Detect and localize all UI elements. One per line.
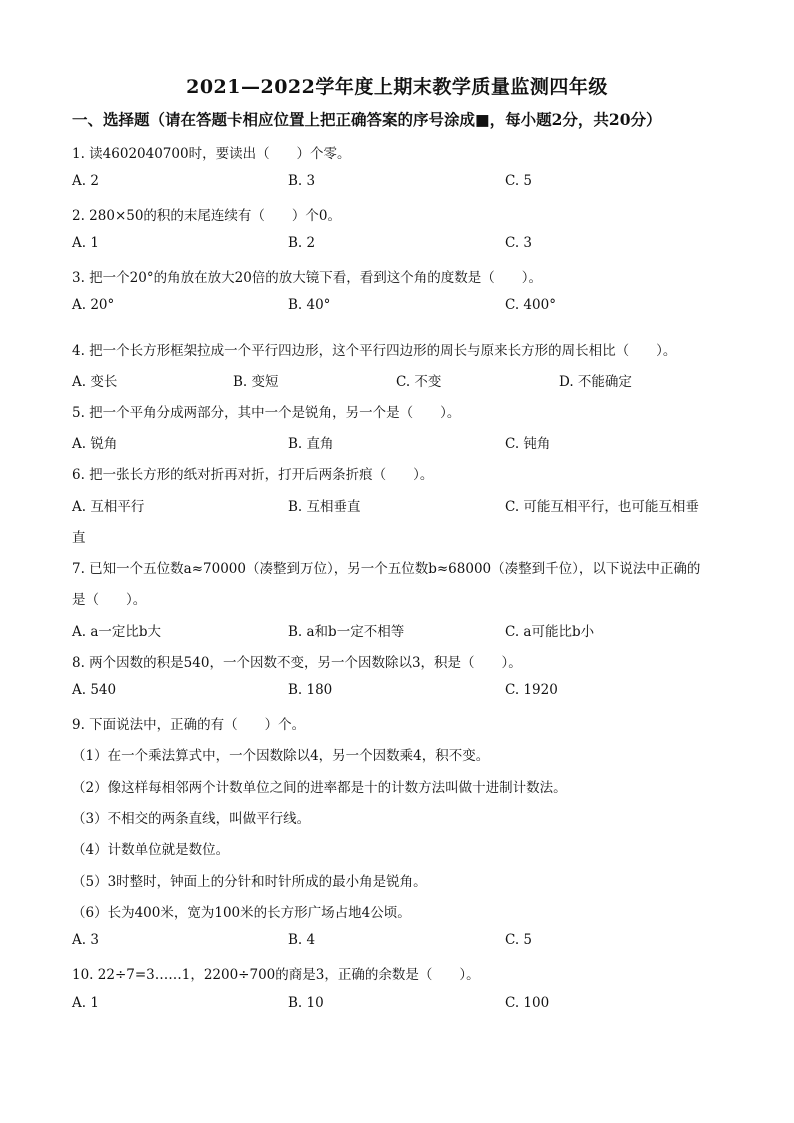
question-10-option-b[interactable]: B. 10 bbox=[288, 995, 324, 1011]
question-9-option-a[interactable]: A. 3 bbox=[72, 932, 99, 948]
question-2-stem: 2. 280×50的积的末尾连续有（ ）个0。 bbox=[72, 208, 342, 224]
question-8-stem: 8. 两个因数的积是540，一个因数不变，另一个因数除以3，积是（ ）。 bbox=[72, 655, 522, 671]
question-8-option-b[interactable]: B. 180 bbox=[288, 682, 333, 698]
question-6-option-b[interactable]: B. 互相垂直 bbox=[288, 499, 361, 515]
question-7-option-a[interactable]: A. a一定比b大 bbox=[72, 624, 162, 640]
question-7-stem: 7. 已知一个五位数a≈70000（凑整到万位），另一个五位数b≈68000（凑整到千位），以下说法中正确的 bbox=[72, 561, 701, 577]
question-9-statement-2: （2）像这样每相邻两个计数单位之间的进率都是十的计数方法叫做十进制计数法。 bbox=[72, 780, 567, 796]
question-5-option-b[interactable]: B. 直角 bbox=[288, 436, 334, 452]
question-9-option-c[interactable]: C. 5 bbox=[505, 932, 533, 948]
question-9-statement-4: （4）计数单位就是数位。 bbox=[72, 842, 230, 858]
exam-title: 2021—2022学年度上期末教学质量监测四年级 bbox=[186, 76, 608, 98]
section-heading: 一、选择题（请在答题卡相应位置上把正确答案的序号涂成■，每小题2分，共20分） bbox=[72, 110, 662, 129]
question-1-option-c[interactable]: C. 5 bbox=[505, 173, 533, 189]
question-9-statement-6: （6）长为400米，宽为100米的长方形广场占地4公顷。 bbox=[72, 905, 411, 921]
question-8-option-a[interactable]: A. 540 bbox=[72, 682, 117, 698]
question-3-option-a[interactable]: A. 20° bbox=[72, 297, 115, 313]
question-4-option-a[interactable]: A. 变长 bbox=[72, 374, 118, 390]
question-2-option-b[interactable]: B. 2 bbox=[288, 235, 316, 251]
question-1-stem: 1. 读4602040700时，要读出（ ）个零。 bbox=[72, 146, 351, 162]
question-4-stem: 4. 把一个长方形框架拉成一个平行四边形，这个平行四边形的周长与原来长方形的周长相比（ ）。 bbox=[72, 343, 677, 359]
question-6-option-a[interactable]: A. 互相平行 bbox=[72, 499, 145, 515]
question-5-option-c[interactable]: C. 钝角 bbox=[505, 436, 551, 452]
question-9-statement-5: （5）3时整时，钟面上的分针和时针所成的最小角是锐角。 bbox=[72, 874, 427, 890]
question-9-statement-1: （1）在一个乘法算式中，一个因数除以4，另一个因数乘4，积不变。 bbox=[72, 748, 490, 764]
question-7-stem-cont: 是（ ）。 bbox=[72, 592, 147, 608]
question-5-option-a[interactable]: A. 锐角 bbox=[72, 436, 118, 452]
question-4-option-b[interactable]: B. 变短 bbox=[233, 374, 279, 390]
question-3-stem: 3. 把一个20°的角放在放大20倍的放大镜下看，看到这个角的度数是（ ）。 bbox=[72, 270, 543, 286]
question-7-option-c[interactable]: C. a可能比b小 bbox=[505, 624, 595, 640]
question-9-stem: 9. 下面说法中，正确的有（ ）个。 bbox=[72, 717, 306, 733]
question-4-option-d[interactable]: D. 不能确定 bbox=[559, 374, 632, 390]
question-3-option-b[interactable]: B. 40° bbox=[288, 297, 331, 313]
question-3-option-c[interactable]: C. 400° bbox=[505, 297, 556, 313]
question-2-option-c[interactable]: C. 3 bbox=[505, 235, 533, 251]
question-6-option-c-wrap: 直 bbox=[72, 530, 86, 546]
question-1-option-a[interactable]: A. 2 bbox=[72, 173, 99, 189]
question-1-option-b[interactable]: B. 3 bbox=[288, 173, 316, 189]
question-8-option-c[interactable]: C. 1920 bbox=[505, 682, 558, 698]
question-4-option-c[interactable]: C. 不变 bbox=[396, 374, 442, 390]
question-10-option-a[interactable]: A. 1 bbox=[72, 995, 99, 1011]
question-2-option-a[interactable]: A. 1 bbox=[72, 235, 99, 251]
question-10-stem: 10. 22÷7=3……1，2200÷700的商是3，正确的余数是（ ）。 bbox=[72, 967, 480, 983]
question-10-option-c[interactable]: C. 100 bbox=[505, 995, 550, 1011]
question-6-stem: 6. 把一张长方形的纸对折再对折，打开后两条折痕（ ）。 bbox=[72, 467, 434, 483]
question-9-statement-3: （3）不相交的两条直线，叫做平行线。 bbox=[72, 811, 311, 827]
question-9-option-b[interactable]: B. 4 bbox=[288, 932, 316, 948]
question-7-option-b[interactable]: B. a和b一定不相等 bbox=[288, 624, 405, 640]
question-6-option-c[interactable]: C. 可能互相平行，也可能互相垂 bbox=[505, 499, 699, 515]
question-5-stem: 5. 把一个平角分成两部分，其中一个是锐角，另一个是（ ）。 bbox=[72, 405, 461, 421]
